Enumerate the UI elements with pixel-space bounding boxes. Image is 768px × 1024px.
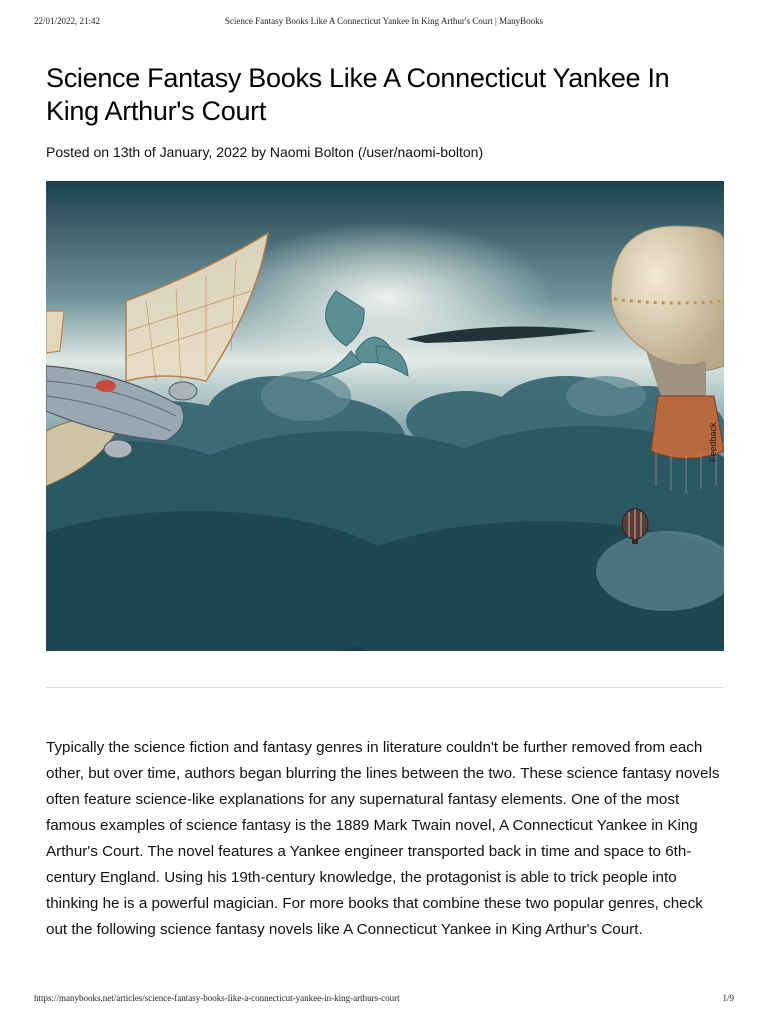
print-url: https://manybooks.net/articles/science-fantasy-books-like-a-connecticut-yankee-in-king-arthurs-court [34, 993, 400, 1003]
print-header [34, 16, 734, 30]
print-footer [34, 993, 734, 1007]
article-title: Science Fantasy Books Like A Connecticut Yankee In King Arthur's Court [46, 63, 670, 126]
divider [46, 687, 724, 688]
article-byline[interactable]: Posted on 13th of January, 2022 by Naomi Bolton (/user/naomi-bolton) [46, 144, 484, 160]
article-paragraph: Typically the science fiction and fantasy genres in literature couldn't be further removed from each other, but over time, authors began blurring the lines between the two. These science fantasy novels often feature science-like explanations for any supernatural fantasy elements. One of the most famous examples of science fantasy is the 1889 Mark Twain novel, A Connecticut Yankee in King Arthur's Court. The novel features a Yankee engineer transported back in time and space to 6th-century England. Using his 19th-century knowledge, the protagonist is able to trick people into thinking he is a powerful magician. For more books that combine these two popular genres, check out the following science fantasy novels like A Connecticut Yankee in King Arthur's Court. [46, 739, 720, 938]
print-date: 22/01/2022, 21:42 [34, 16, 101, 26]
print-page-title: Science Fantasy Books Like A Connecticut Yankee In King Arthur's Court | ManyBooks [224, 16, 544, 26]
page-number: 1/9 [722, 993, 734, 1003]
hero-image [46, 181, 724, 651]
feedback-tab[interactable]: Feedback [708, 422, 718, 462]
